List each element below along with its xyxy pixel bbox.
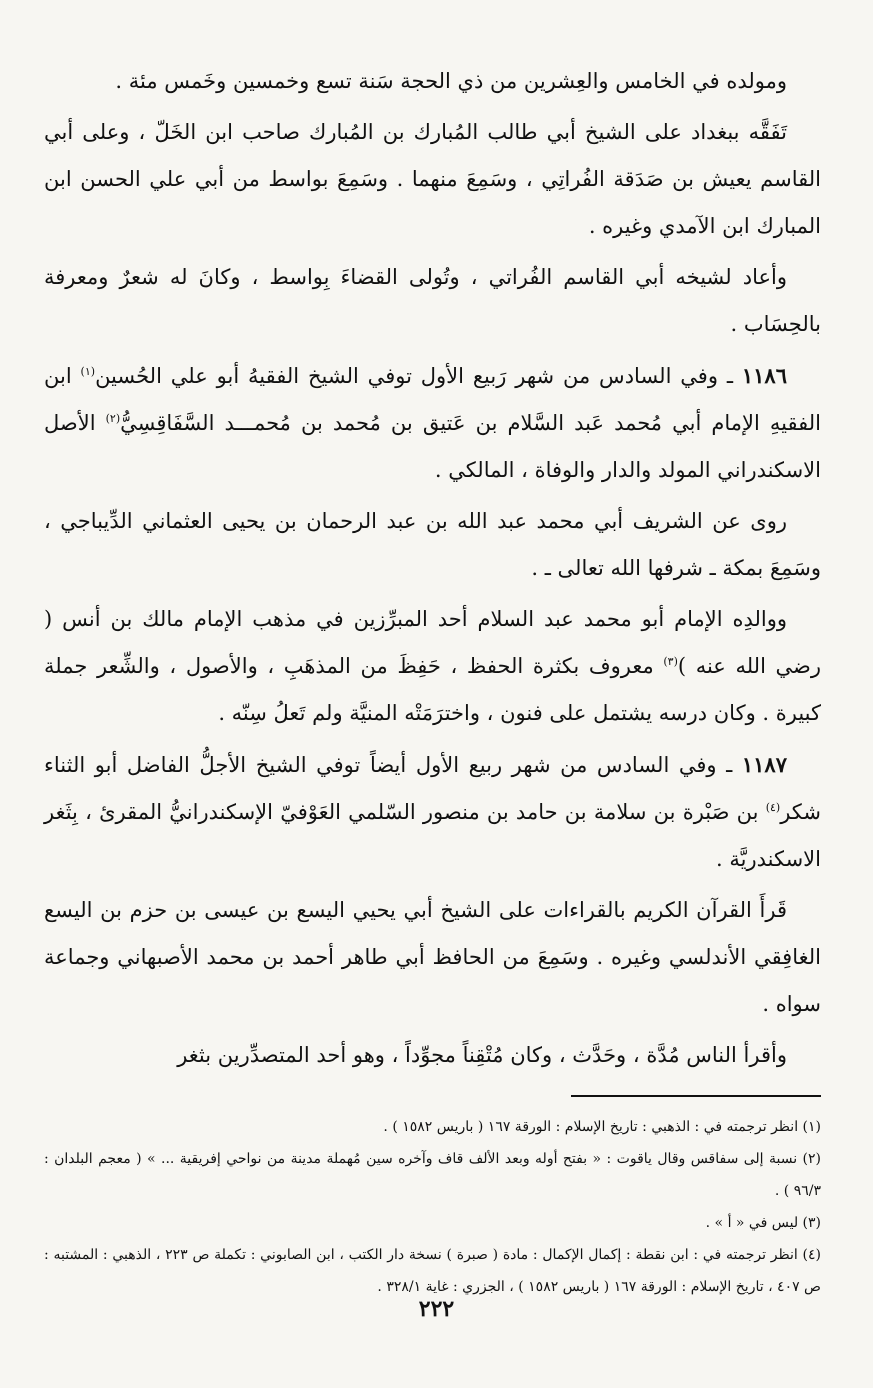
entry-text: الأصل الاسكندراني المولد والدار والوفاة ، المالكي . [44,411,821,482]
entry-1186: ١١٨٦ ـ وفي السادس من شهر رَبيع الأول توفي الشيخ الفقيهُ أبو علي الحُسين$^{(١)}$ ابن الفقيهِ الإمام أبي مُحمد عَبد السَّلام بن عَتيق بن مُحمد بن مُحمـــد السَّفَاقِسِيُّ$^{(٢)}$ الأصل الاسكندراني المولد والدار والوفاة ، المالكي . [44,363,821,482]
footnote: (٤) انظر ترجمته في : ابن نقطة : إكمال الإكمال : مادة ( صبرة ) نسخة دار الكتب ، ابن الصابوني : تكملة ص ٢٢٣ ، الذهبي : المشتبه : ص ٤٠٧ ، تاريخ الإسلام : الورقة ١٦٧ ( باريس ١٥٨٢ ) ، الجزري : غاية ٣٢٨/١ . [44,1247,821,1295]
entry-text: وفي السادس من شهر ربيع الأول أيضاً توفي الشيخ الأجلُّ الفاضل أبو الثناء شكر [44,753,821,824]
footnote: (٢) نسبة إلى سفاقس وقال ياقوت : « بفتح أوله وبعد الألف قاف وآخره سين مُهملة مدينة من نواحي إفريقية ... » ( معجم البلدان : ٩٦/٣ ) . [44,1151,821,1199]
paragraph: وأقرأ الناس مُدَّة ، وحَدَّث ، وكان مُتْقِناً مجوِّداً ، وهو أحد المتصدِّرين بثغر [177,1043,787,1067]
entry-number: ١١٨٦ [741,363,787,388]
footnote-marker: (١) [80,365,96,378]
entry-text: وفي السادس من شهر رَبيع الأول توفي الشيخ الفقيهُ أبو علي الحُسين [95,364,718,388]
paragraph-text: معروف بكثرة الحفظ ، حَفِظَ من المذهَبِ ، والأصول ، والشِّعر جملة كبيرة . وكان درسه يشتمل على فنون ، واخترَمَتْه المنيَّة ولم تَعلُ سِنّه . [44,654,821,725]
paragraph: ومولده في الخامس والعِشرين من ذي الحجة سَنة تسع وخمسين وخَمس مئة . [115,69,787,93]
entry-text: ابن الفقيهِ الإمام أبي مُحمد عَبد السَّلام بن عَتيق بن مُحمد بن مُحمـــد السَّفَاقِسِيُّ [44,364,821,435]
entry-1187: ١١٨٧ ـ وفي السادس من شهر ربيع الأول أيضاً توفي الشيخ الأجلُّ الفاضل أبو الثناء شكر$^{(٤)}$ بن صَبْرة بن سلامة بن حامد بن منصور السّلمي العَوْفيّ الإسكندرانيُّ المقرئ ، بِثَغر الاسكندريَّة . [44,752,821,871]
paragraph: روى عن الشريف أبي محمد عبد الله بن عبد الرحمان بن يحيى العثماني الدِّيباجي ، وسَمِعَ بمكة ـ شرفها الله تعالى ـ . [44,509,821,580]
footnote: (١) انظر ترجمته في : الذهبي : تاريخ الإسلام : الورقة ١٦٧ ( باريس ١٥٨٢ ) . [383,1119,821,1135]
footnote-marker: (٢) [105,412,121,425]
paragraph: قَرأَ القرآن الكريم بالقراءات على الشيخ أبي يحيي اليسع بن عيسى بن حزم بن اليسع الغافِقي الأندلسي وغيره . وسَمِعَ من الحافظ أبي طاهر أحمد بن محمد الأصبهاني وجماعة سواه . [44,898,821,1016]
main-text [44,58,821,1079]
footnotes [44,1111,821,1303]
footnote: (٣) ليس في « أ » . [705,1215,821,1231]
paragraph: تَفَقَّه ببغداد على الشيخ أبي طالب المُبارك بن المُبارك صاحب ابن الخَلّ ، وعلى أبي القاسم يعيش بن صَدَقة الفُراتِي ، وسَمِعَ منهما . وسَمِعَ بواسط من أبي علي الحسن ابن المبارك ابن الآمدي وغيره . [44,120,821,238]
page-number: ٢٢٢ [418,1296,455,1322]
entry-number: ١١٨٧ [741,752,787,777]
paragraph [44,596,821,737]
footnote-marker: (٤) [765,801,781,814]
footnote-divider [571,1095,821,1097]
paragraph: وأعاد لشيخه أبي القاسم الفُراتي ، وتُولى القضاءَ بِواسط ، وكانَ له شعرٌ ومعرفة بالحِسَاب . [44,265,821,336]
footnote-marker: (٣) [663,655,678,668]
paragraph-text: ووالدِه الإمام أبو محمد عبد السلام أحد المبرِّزين في مذهب الإمام مالك بن أنس ( رضي الله عنه ) [44,607,822,678]
entry-text: بن صَبْرة بن سلامة بن حامد بن منصور السّلمي العَوْفيّ الإسكندرانيُّ المقرئ ، بِثَغر الاسكندريَّة . [44,800,821,871]
